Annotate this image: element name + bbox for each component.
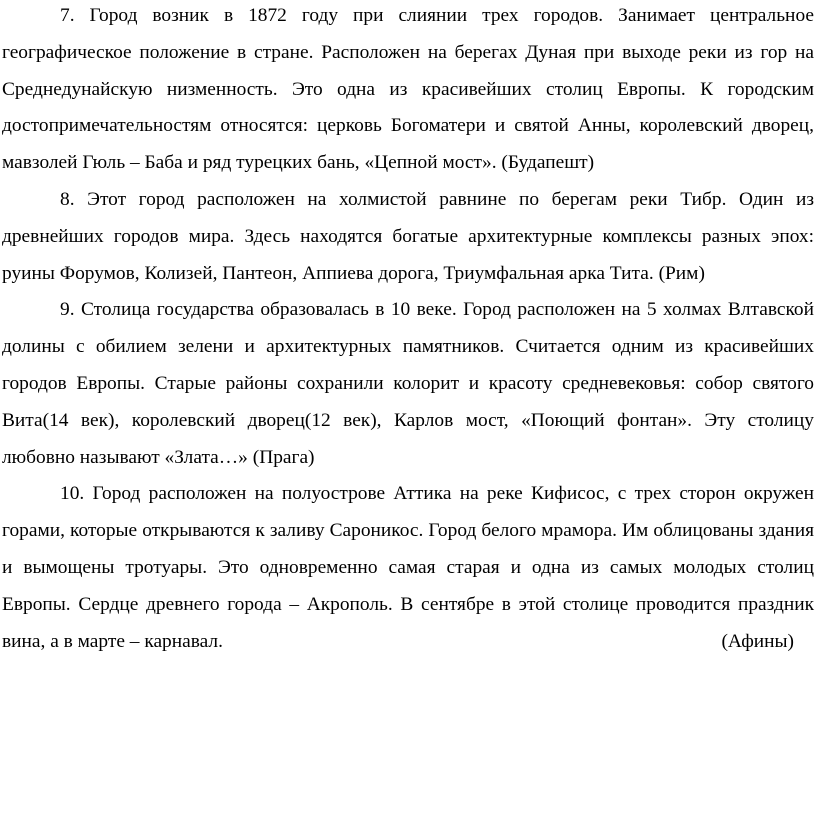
paragraph-prague [2, 292, 814, 476]
paragraph-text: Город возник в 1872 году при слиянии трех городов. Занимает центральное географическое положение в стране. Расположен на берегах Дуная при выходе реки из гор на Среднедунайскую низменность. Это одна из красивейших столиц Европы. К городским достопримечательностям относятся: церковь Богоматери и святой Анны, королевский дворец, мавзолей Гюль – Баба и ряд турецких бань, «Цепной мост». [2, 5, 814, 174]
paragraph-number: 8. [60, 188, 75, 210]
paragraph-text: Столица государства образовалась в 10 веке. Город расположен на 5 холмах Влтавской долины с обилием зелени и архитектурных памятников. Считается одним из красивейших городов Европы. Старые районы сохранили колорит и красоту средневековья: собор святого Вита(14 век), королевский дворец(12 век), Карлов мост, «Поющий фонтан». Эту столицу любовно называют «Злата…» [2, 299, 814, 468]
answer-label: (Рим) [658, 262, 705, 284]
paragraph-text: Город расположен на полуострове Аттика на реке Кифисос, с трех сторон окружен горами, которые открываются к заливу Сароникос. Город белого мрамора. Им облицованы здания и вымощены тротуары. Это одновременно самая старая и одна из самых молодых столиц Европы. Сердце древнего города – Акрополь. В сентябре в этой столице проводится праздник вина, а в марте – карнавал. [2, 483, 814, 652]
paragraph-budapest [2, 0, 814, 182]
paragraph-number: 10. [60, 483, 85, 505]
answer-label: (Афины) [721, 630, 794, 652]
answer-label: (Будапешт) [501, 152, 595, 174]
paragraph-text: Этот город расположен на холмистой равнине по берегам реки Тибр. Один из древнейших городов мира. Здесь находятся богатые архитектурные комплексы разных эпох: руины Форумов, Колизей, Пантеон, Аппиева дорога, Триумфальная арка Тита. [2, 188, 814, 284]
paragraph-rome [2, 182, 814, 292]
paragraph-number: 7. [60, 5, 75, 26]
paragraph-athens [2, 476, 814, 660]
paragraph-number: 9. [60, 299, 75, 321]
answer-label: (Прага) [252, 446, 315, 468]
